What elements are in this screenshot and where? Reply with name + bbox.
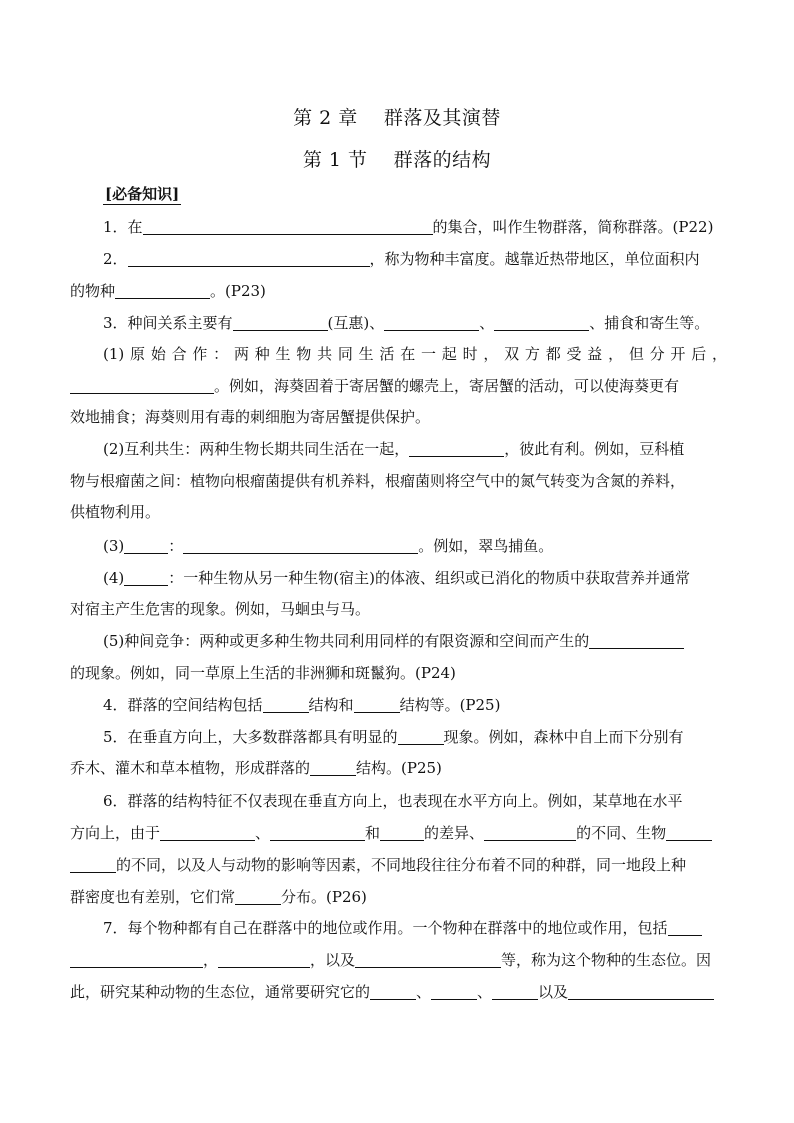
q7-text-d: 等，称为这个物种的生态位。因 bbox=[501, 951, 712, 969]
q3-p3-blank-1[interactable] bbox=[124, 539, 168, 554]
q3-p1-line-2 bbox=[70, 371, 727, 402]
q7-blank-6[interactable] bbox=[431, 985, 477, 1000]
q3-p3-text-b: ： bbox=[168, 537, 184, 555]
q5-text-b: 现象。例如，森林中自上而下分别有 bbox=[443, 728, 684, 746]
q7-blank-4[interactable] bbox=[355, 953, 501, 968]
q6-text-h: 群密度也有差别，它们常 bbox=[70, 888, 236, 906]
q6-blank-6[interactable] bbox=[70, 858, 116, 873]
q2-blank-2[interactable] bbox=[115, 284, 210, 299]
q3-p2-line-3 bbox=[70, 497, 727, 528]
q5-blank-1[interactable] bbox=[398, 730, 444, 745]
q3-p3-text-c: 。例如，翠鸟捕鱼。 bbox=[418, 537, 554, 555]
q6-blank-2[interactable] bbox=[270, 826, 365, 841]
q7-text-f: 、 bbox=[416, 983, 432, 1001]
q6-line-3 bbox=[70, 850, 727, 881]
q6-text-b: 方向上，由于 bbox=[70, 824, 161, 842]
q3-p3-line bbox=[70, 531, 727, 562]
q3-p2-blank[interactable] bbox=[409, 442, 504, 457]
chapter-title: 第 2 章 群落及其演替 bbox=[293, 107, 501, 129]
q7-blank-1[interactable] bbox=[668, 921, 702, 936]
section-label: [必备知识] bbox=[105, 185, 180, 203]
q3-p2-text-c: 物与根瘤菌之间：植物向根瘤菌提供有机养料，根瘤菌则将空气中的氮气转变为含氮的养料， bbox=[70, 472, 686, 490]
q4-line bbox=[70, 690, 727, 721]
q3-p4-text-a: (4) bbox=[103, 569, 125, 587]
q6-text-d: 和 bbox=[365, 824, 381, 842]
q7-line-1 bbox=[70, 913, 727, 944]
q3-intro-b: (互惠)、 bbox=[327, 314, 385, 332]
q3-p1-blank[interactable] bbox=[70, 379, 214, 394]
q1-text-a: 1．在 bbox=[103, 218, 143, 236]
q3-intro-c: 、 bbox=[479, 314, 495, 332]
q3-p4-line-2 bbox=[70, 594, 727, 625]
q3-intro-d: 、捕食和寄生等。 bbox=[589, 314, 710, 332]
q3-p1-line-3 bbox=[70, 402, 727, 433]
q3-p2-line-1 bbox=[70, 434, 727, 465]
q4-text-c: 结构等。(P25) bbox=[399, 696, 501, 714]
q4-blank-1[interactable] bbox=[263, 698, 309, 713]
q2-line-1 bbox=[70, 244, 727, 275]
q3-p3-blank-2[interactable] bbox=[183, 539, 418, 554]
q7-text-g: 、 bbox=[477, 983, 493, 1001]
q2-text-b: ，称为物种丰富度。越靠近热带地区，单位面积内 bbox=[369, 250, 700, 268]
q6-blank-4[interactable] bbox=[484, 826, 576, 841]
q5-line-1 bbox=[70, 722, 727, 753]
q5-text-d: 结构。(P25) bbox=[356, 759, 442, 777]
q4-blank-2[interactable] bbox=[354, 698, 400, 713]
q3-p5-line-1 bbox=[70, 626, 727, 657]
q6-blank-3[interactable] bbox=[380, 826, 424, 841]
q5-line-2 bbox=[70, 753, 727, 784]
q5-text-c: 乔木、灌木和草本植物，形成群落的 bbox=[70, 759, 311, 777]
q2-text-d: 。(P23) bbox=[210, 282, 266, 300]
q3-p4-text-c: 对宿主产生危害的现象。例如，马蛔虫与马。 bbox=[70, 600, 371, 618]
q6-text-c: 、 bbox=[255, 824, 271, 842]
q7-line-2 bbox=[70, 945, 727, 976]
section-title: 第 1 节 群落的结构 bbox=[302, 149, 492, 171]
q3-intro-line bbox=[70, 308, 727, 339]
q3-p5-text-a: (5)种间竞争：两种或更多种生物共同利用同样的有限资源和空间而产生的 bbox=[103, 632, 590, 650]
q6-blank-1[interactable] bbox=[160, 826, 255, 841]
q3-p2-text-d: 供植物利用。 bbox=[70, 503, 161, 521]
q7-text-e: 此，研究某种动物的生态位，通常要研究它的 bbox=[70, 983, 371, 1001]
q2-text-a: 2． bbox=[103, 250, 128, 268]
q6-text-i: 分布。(P26) bbox=[281, 888, 367, 906]
q3-p5-text-b: 的现象。例如，同一草原上生活的非洲狮和斑鬣狗。(P24) bbox=[70, 664, 456, 682]
q6-blank-5[interactable] bbox=[666, 826, 712, 841]
q6-blank-7[interactable] bbox=[235, 890, 281, 905]
q7-blank-7[interactable] bbox=[492, 985, 538, 1000]
q3-blank-2[interactable] bbox=[384, 316, 479, 331]
q6-line-4 bbox=[70, 882, 727, 913]
q6-text-g: 的不同，以及人与动物的影响等因素，不同地段往往分布着不同的种群，同一地段上种 bbox=[116, 856, 687, 874]
q2-line-2 bbox=[70, 276, 727, 307]
q4-text-a: 4．群落的空间结构包括 bbox=[103, 696, 263, 714]
q4-text-b: 结构和 bbox=[308, 696, 354, 714]
q3-p4-text-b: ：一种生物从另一种生物(宿主)的体液、组织或已消化的物质中获取营养并通常 bbox=[168, 569, 690, 587]
q3-p4-blank[interactable] bbox=[124, 571, 168, 586]
q1-blank-1[interactable] bbox=[143, 220, 433, 235]
q5-text-a: 5．在垂直方向上，大多数群落都具有明显的 bbox=[103, 728, 398, 746]
q7-text-b: ， bbox=[203, 951, 219, 969]
q7-text-a: 7．每个物种都有自己在群落中的地位或作用。一个物种在群落中的地位或作用，包括 bbox=[103, 919, 668, 937]
q3-p2-text-b: ，彼此有利。例如，豆科植 bbox=[504, 440, 685, 458]
q3-p1-line-1 bbox=[70, 339, 727, 370]
q2-blank-1[interactable] bbox=[128, 252, 370, 267]
q3-blank-3[interactable] bbox=[494, 316, 589, 331]
q1-text-b: 的集合，叫作生物群落，简称群落。(P22) bbox=[432, 218, 714, 236]
q6-line-2 bbox=[70, 818, 727, 849]
q3-p1-text-a: (1)原始合作：两种生物共同生活在一起时，双方都受益，但分开后， bbox=[103, 345, 727, 363]
q3-blank-1[interactable] bbox=[233, 316, 328, 331]
q7-blank-5[interactable] bbox=[370, 985, 416, 1000]
q7-text-c: ，以及 bbox=[310, 951, 356, 969]
q3-p3-text-a: (3) bbox=[103, 537, 125, 555]
q3-p1-text-c: 效地捕食；海葵则用有毒的刺细胞为寄居蟹提供保护。 bbox=[70, 408, 431, 426]
q6-text-a: 6．群落的结构特征不仅表现在垂直方向上，也表现在水平方向上。例如，某草地在水平 bbox=[103, 792, 683, 810]
q6-line-1 bbox=[70, 786, 727, 817]
q3-p1-text-b: 。例如，海葵固着于寄居蟹的螺壳上，寄居蟹的活动，可以使海葵更有 bbox=[214, 377, 680, 395]
q3-p2-text-a: (2)互利共生：两种生物长期共同生活在一起， bbox=[103, 440, 410, 458]
q3-p4-line-1 bbox=[70, 563, 727, 594]
q7-line-3 bbox=[70, 977, 727, 1008]
q2-text-c: 的物种 bbox=[70, 282, 116, 300]
q3-p5-line-2 bbox=[70, 658, 727, 689]
q1-line bbox=[70, 212, 727, 243]
q5-blank-2[interactable] bbox=[310, 761, 356, 776]
q3-p5-blank[interactable] bbox=[589, 634, 684, 649]
q6-text-f: 的不同、生物 bbox=[576, 824, 667, 842]
q3-intro-a: 3．种间关系主要有 bbox=[103, 314, 233, 332]
q7-text-h: 以及 bbox=[538, 983, 569, 1001]
q6-text-e: 的差异、 bbox=[424, 824, 485, 842]
q3-p2-line-2 bbox=[70, 466, 727, 497]
q7-blank-2[interactable] bbox=[70, 953, 203, 968]
q7-blank-3[interactable] bbox=[218, 953, 310, 968]
q7-blank-8[interactable] bbox=[568, 985, 714, 1000]
